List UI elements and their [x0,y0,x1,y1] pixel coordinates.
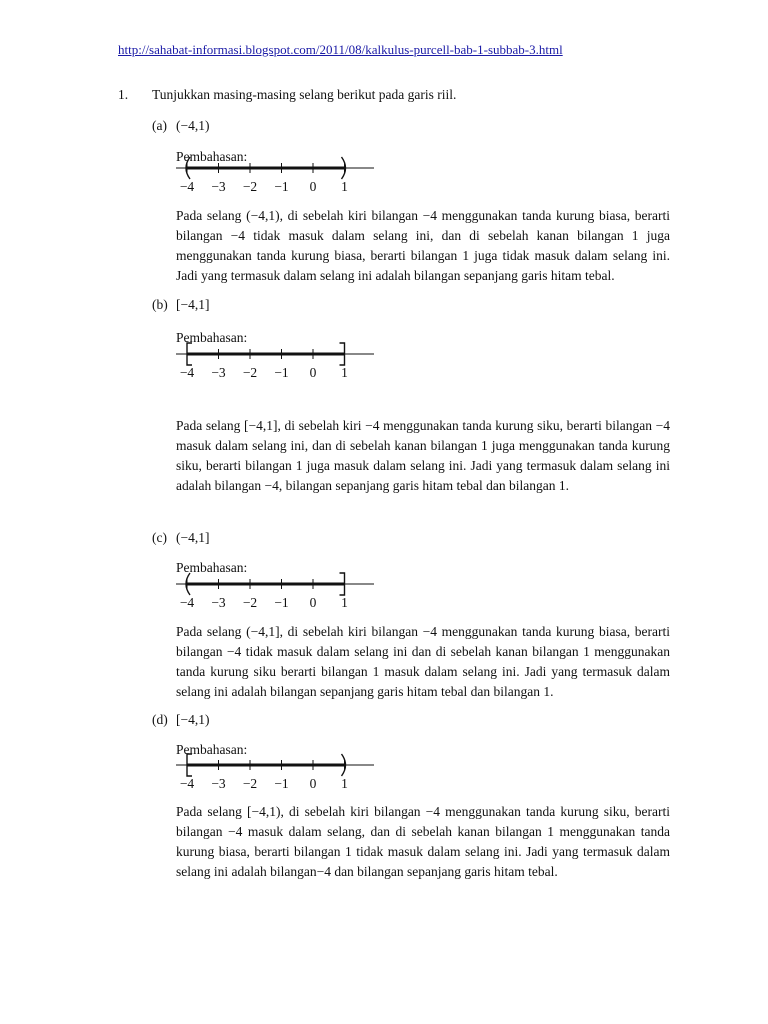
tick-label: 0 [309,776,317,791]
part-a-explanation: Pada selang (−4,1), di sebelah kiri bilangan −4 menggunakan tanda kurung biasa, berarti bilangan −4 tidak masuk dalam selang ini, dan di sebelah kanan bilangan 1 juga menggunakan tanda kurung biasa, berarti bilangan 1 juga tidak masuk dalam selang ini. Jadi yang termasuk dalam selang ini adalah bilangan sepanjang garis hitam tebal. [176,208,670,283]
tick-label: −3 [211,179,226,194]
part-b-explanation: Pada selang [−4,1], di sebelah kiri −4 menggunakan tanda kurung siku, berarti bilangan −4 masuk dalam selang ini, dan di sebelah kanan bilangan 1 juga menggunakan tanda kurung siku, berarti bilangan 1 juga masuk dalam selang ini. Jadi yang termasuk dalam selang ini adalah bilangan −4, bilangan sepanjang garis hitam tebal dan bilangan 1. [176,418,670,493]
part-d-explanation: Pada selang [−4,1), di sebelah kiri bilangan −4 menggunakan tanda kurung siku, berarti bilangan −4 masuk dalam selang, dan di sebelah kanan bilangan 1 menggunakan tanda kurung biasa, berarti bilangan 1 tidak masuk dalam selang ini. Jadi yang termasuk dalam selang ini adalah bilangan−4 dan bilangan sepanjang garis hitam tebal. [176,804,670,879]
tick-label: 1 [341,595,348,610]
number-line [170,570,380,616]
tick-label: 0 [309,365,317,380]
tick-label: 0 [309,179,317,194]
question-number: 1. [118,87,129,102]
tick-label: −1 [274,179,289,194]
tick-label: −4 [179,595,195,610]
part-b-label: (b) [152,297,168,312]
part-a-heading: Pembahasan: [176,149,248,164]
tick-label: −3 [211,776,226,791]
part-c-heading: Pembahasan: [176,560,248,575]
tick-label: −4 [179,776,195,791]
tick-label: −2 [242,179,258,194]
part-a-label: (a) [152,118,167,133]
question-text: Tunjukkan masing-masing selang berikut pada garis riil. [152,87,457,102]
tick-label: 1 [341,179,348,194]
part-b-heading: Pembahasan: [176,330,248,345]
source-url-link[interactable]: http://sahabat-informasi.blogspot.com/2011/08/kalkulus-purcell-bab-1-subbab-3.html [118,42,563,57]
tick-label: −4 [179,179,195,194]
part-a-interval: (−4,1) [176,118,210,133]
number-line [170,340,380,386]
number-line [170,751,380,797]
tick-label: −1 [274,595,289,610]
tick-label: −1 [274,776,289,791]
tick-label: −4 [179,365,195,380]
tick-label: −1 [274,365,289,380]
tick-label: 1 [341,365,348,380]
tick-label: −3 [211,595,226,610]
number-line [170,154,380,200]
tick-label: 0 [309,595,317,610]
part-c-label: (c) [152,530,167,545]
part-d-heading: Pembahasan: [176,742,248,757]
part-c-interval: (−4,1] [176,530,210,545]
part-d-interval: [−4,1) [176,712,210,727]
part-b-interval: [−4,1] [176,297,210,312]
part-c-explanation: Pada selang (−4,1], di sebelah kiri bilangan −4 menggunakan tanda kurung biasa, berarti bilangan −4 tidak masuk dalam selang ini dan di sebelah kanan bilangan 1 menggunakan tanda kurung siku berarti bilangan 1 masuk dalam selang ini. Jadi yang termasuk dalam selang ini adalah bilangan sepanjang garis hitam tebal dan bilangan 1. [176,624,670,699]
tick-label: −2 [242,595,258,610]
part-d-label: (d) [152,712,168,727]
tick-label: −2 [242,776,258,791]
tick-label: −2 [242,365,258,380]
tick-label: 1 [341,776,348,791]
tick-label: −3 [211,365,226,380]
